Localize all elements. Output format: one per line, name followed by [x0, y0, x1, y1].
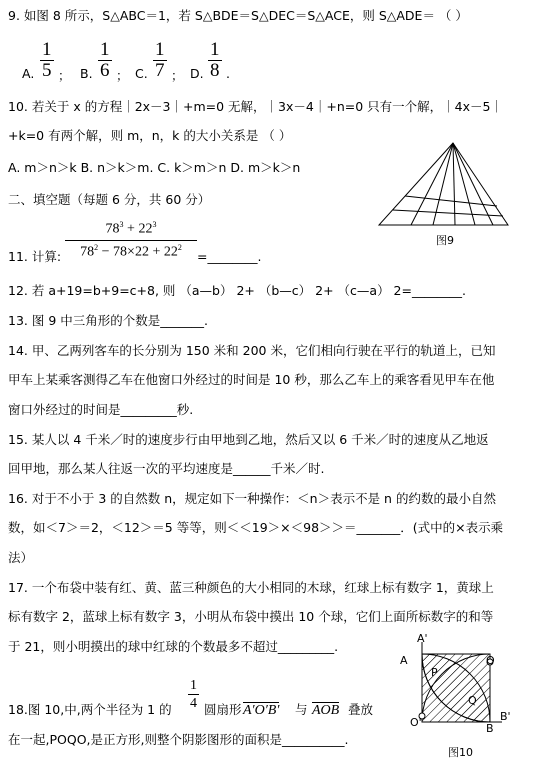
section-heading: 二、填空题（每题 6 分，共 60 分） [8, 192, 211, 207]
q11-suffix: =________. [197, 249, 262, 264]
q18-arc1: A′O′B′ [243, 703, 280, 718]
q10-options: A. m＞n＞k B. n＞k＞m. C. k＞m＞n D. m＞k＞n [8, 160, 301, 175]
q18-part1: 18.图 10,中,两个半径为 1 的 [8, 702, 172, 717]
q18-part2: 圆扇形 [204, 702, 242, 717]
q9-option-numerator: 1 [100, 39, 110, 60]
q9-option-denominator: 5 [42, 60, 52, 81]
q9-option-numerator: 1 [42, 39, 52, 60]
q9-option-fraction [153, 40, 167, 81]
q9-text: 9. 如图 8 所示，S△ABC＝1，若 S△BDE＝S△DEC＝S△ACE，则 S△ADE＝ （ ） [8, 8, 468, 23]
q18-arc2: AOB [312, 703, 340, 718]
fig10-label-o: O [486, 654, 495, 667]
fig10-label-b-prime: B' [500, 710, 511, 723]
q9-option-separator: ； [116, 68, 129, 83]
q18-frac-num: 1 [190, 678, 197, 693]
q9-option-fraction [208, 40, 222, 81]
fig10-label-b: B [486, 722, 494, 735]
q11-numerator: $78^3 + 22^3$ [65, 220, 197, 241]
fig10-label-q: Q [468, 694, 477, 707]
figure-10-caption: 图10 [448, 746, 473, 759]
q14-line2: 甲车上某乘客测得乙车在他窗口外经过的时间是 10 秒，那么乙车上的乘客看见甲车在他 [8, 372, 495, 387]
q12-text: 12. 若 a+19=b+9=c+8, 则 （a—b） 2+ （b—c） 2+ （c—a） 2=________. [8, 283, 466, 298]
q9-option-denominator: 7 [155, 60, 165, 81]
q11-prefix: 11. 计算: [8, 249, 62, 264]
q10-line2: +k=0 有两个解，则 m，n，k 的大小关系是 （ ） [8, 128, 292, 143]
q15-line2: 回甲地，那么某人往返一次的平均速度是______千米／时. [8, 461, 325, 476]
q17-line1: 17. 一个布袋中装有红、黄、蓝三种颜色的大小相同的木球，红球上标有数字 1，黄球上 [8, 580, 494, 595]
q9-option-separator: ； [58, 68, 71, 83]
q10-line1: 10. 若关于 x 的方程｜2x－3｜+m=0 无解，｜3x－4｜+n=0 只有一个解，｜4x－5｜ [8, 99, 503, 114]
q9-option-letter: C. [135, 66, 148, 81]
q18-line2: 在一起,POQO,是正方形,则整个阴影图形的面积是__________. [8, 732, 349, 747]
q14-line1: 14. 甲、乙两列客车的长分别为 150 米和 200 米，它们相向行驶在平行的轨道上，已知 [8, 343, 496, 358]
fig10-label-p: P [431, 666, 438, 679]
q18-part3: 与 [295, 702, 308, 717]
q9-option-separator: . [226, 66, 230, 81]
q17-line3: 于 21，则小明摸出的球中红球的个数最多不超过_________. [8, 639, 339, 654]
q17-line2: 标有数字 2，蓝球上标有数字 3，小明从布袋中摸出 10 个球，它们上面所标数字的和等 [8, 609, 494, 624]
q13-text: 13. 图 9 中三角形的个数是_______. [8, 313, 208, 328]
q9-option-numerator: 1 [210, 39, 220, 60]
q14-line3: 窗口外经过的时间是_________秒. [8, 402, 194, 417]
q9-option-denominator: 8 [210, 60, 220, 81]
q16-line2: 数，如＜7＞＝2，＜12＞＝5 等等，则＜＜19＞×＜98＞＞＝_______．(式中的×表示乘 [8, 520, 504, 535]
q11-fraction [65, 220, 197, 260]
q16-line1: 16. 对于不小于 3 的自然数 n，规定如下一种操作：＜n＞表示不是 n 的约数的最小自然 [8, 491, 496, 506]
q16-line3: 法） [8, 550, 34, 565]
figure-9-caption: 图9 [436, 234, 454, 247]
q11-denominator: $78^2 - 78\times 22 + 22^2$ [80, 242, 182, 260]
fig10-label-a: A [400, 654, 408, 667]
q9-option-letter: D. [190, 66, 204, 81]
q9-option-fraction [98, 40, 112, 81]
q9-option-numerator: 1 [155, 39, 165, 60]
q9-option-denominator: 6 [100, 60, 110, 81]
q9-option-letter: A. [22, 66, 35, 81]
q18-frac-den: 4 [190, 696, 197, 711]
fig10-label-o-prime: O' [410, 716, 422, 729]
q9-option-fraction [40, 40, 54, 81]
q15-line1: 15. 某人以 4 千米／时的速度步行由甲地到乙地，然后又以 6 千米／时的速度从乙地返 [8, 432, 489, 447]
figure-9-triangle [375, 140, 515, 230]
q18-quarter-fraction [188, 677, 199, 712]
fig10-label-a-prime: A' [417, 632, 428, 645]
q9-option-letter: B. [80, 66, 93, 81]
q9-option-separator: ； [171, 68, 184, 83]
q18-part4: 叠放 [348, 702, 374, 717]
